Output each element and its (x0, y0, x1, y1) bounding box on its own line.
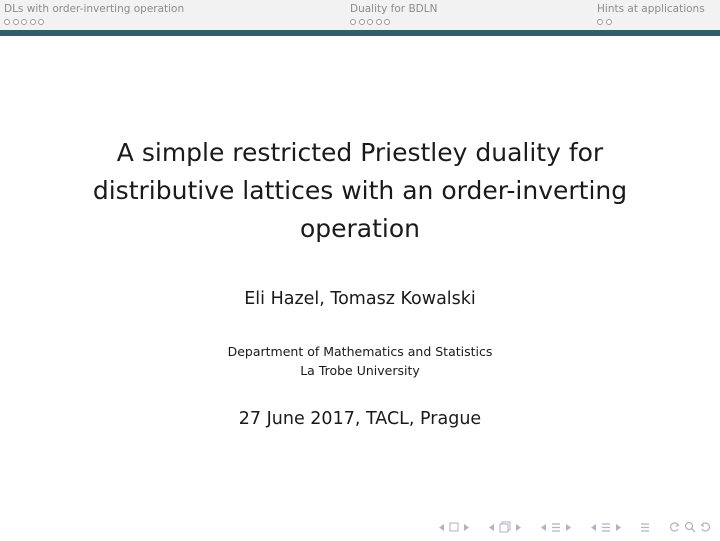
section-label: Duality for BDLN (350, 3, 438, 15)
toc-next-icon[interactable] (615, 523, 622, 532)
menu-icon[interactable] (640, 522, 650, 533)
slide-title: A simple restricted Priestley duality for distributive lattices with an order-inverting operation (92, 138, 628, 243)
frame-dot[interactable] (4, 19, 10, 25)
section-link-hints[interactable] (597, 3, 705, 25)
slide-authors: Eli Hazel, Tomasz Kowalski (244, 289, 476, 309)
section-prev-icon[interactable] (540, 523, 547, 532)
section-label: DLs with order-inverting operation (4, 3, 185, 15)
frame-dot[interactable] (13, 19, 19, 25)
slide-date: 27 June 2017, TACL, Prague (238, 409, 482, 429)
toc-icon[interactable] (601, 522, 611, 533)
frame-dot[interactable] (38, 19, 44, 25)
frame-dot[interactable] (606, 19, 612, 25)
slide-affiliation (0, 342, 720, 380)
frame-dot[interactable] (367, 19, 373, 25)
section-next-icon[interactable] (565, 523, 572, 532)
frame-next-icon[interactable] (463, 523, 470, 532)
section-label: Hints at applications (597, 3, 705, 15)
frame-dots (350, 19, 437, 25)
department-name: Department of Mathematics and Statistics (227, 344, 493, 359)
section-icon[interactable] (551, 522, 561, 533)
navigation-bar (438, 521, 712, 533)
frame-dot[interactable] (384, 19, 390, 25)
frame-dots (597, 19, 705, 25)
frame-dots (4, 19, 184, 25)
frame-dot[interactable] (350, 19, 356, 25)
forward-icon[interactable] (700, 521, 712, 533)
headline-rule (0, 30, 720, 36)
frame-dot[interactable] (30, 19, 36, 25)
toc-prev-icon[interactable] (590, 523, 597, 532)
frame-dot[interactable] (597, 19, 603, 25)
subsection-next-icon[interactable] (515, 523, 522, 532)
university-name: La Trobe University (300, 363, 420, 378)
frame-dot[interactable] (376, 19, 382, 25)
frame-dot[interactable] (359, 19, 365, 25)
frame-icon[interactable] (449, 522, 459, 532)
subsection-icon[interactable] (499, 521, 511, 533)
section-link-duality[interactable] (350, 3, 437, 25)
search-icon[interactable] (684, 521, 696, 533)
subsection-prev-icon[interactable] (488, 523, 495, 532)
frame-prev-icon[interactable] (438, 523, 445, 532)
section-link-dls[interactable] (4, 3, 184, 25)
headline-bar (0, 0, 720, 30)
frame-dot[interactable] (21, 19, 27, 25)
back-icon[interactable] (668, 521, 680, 533)
